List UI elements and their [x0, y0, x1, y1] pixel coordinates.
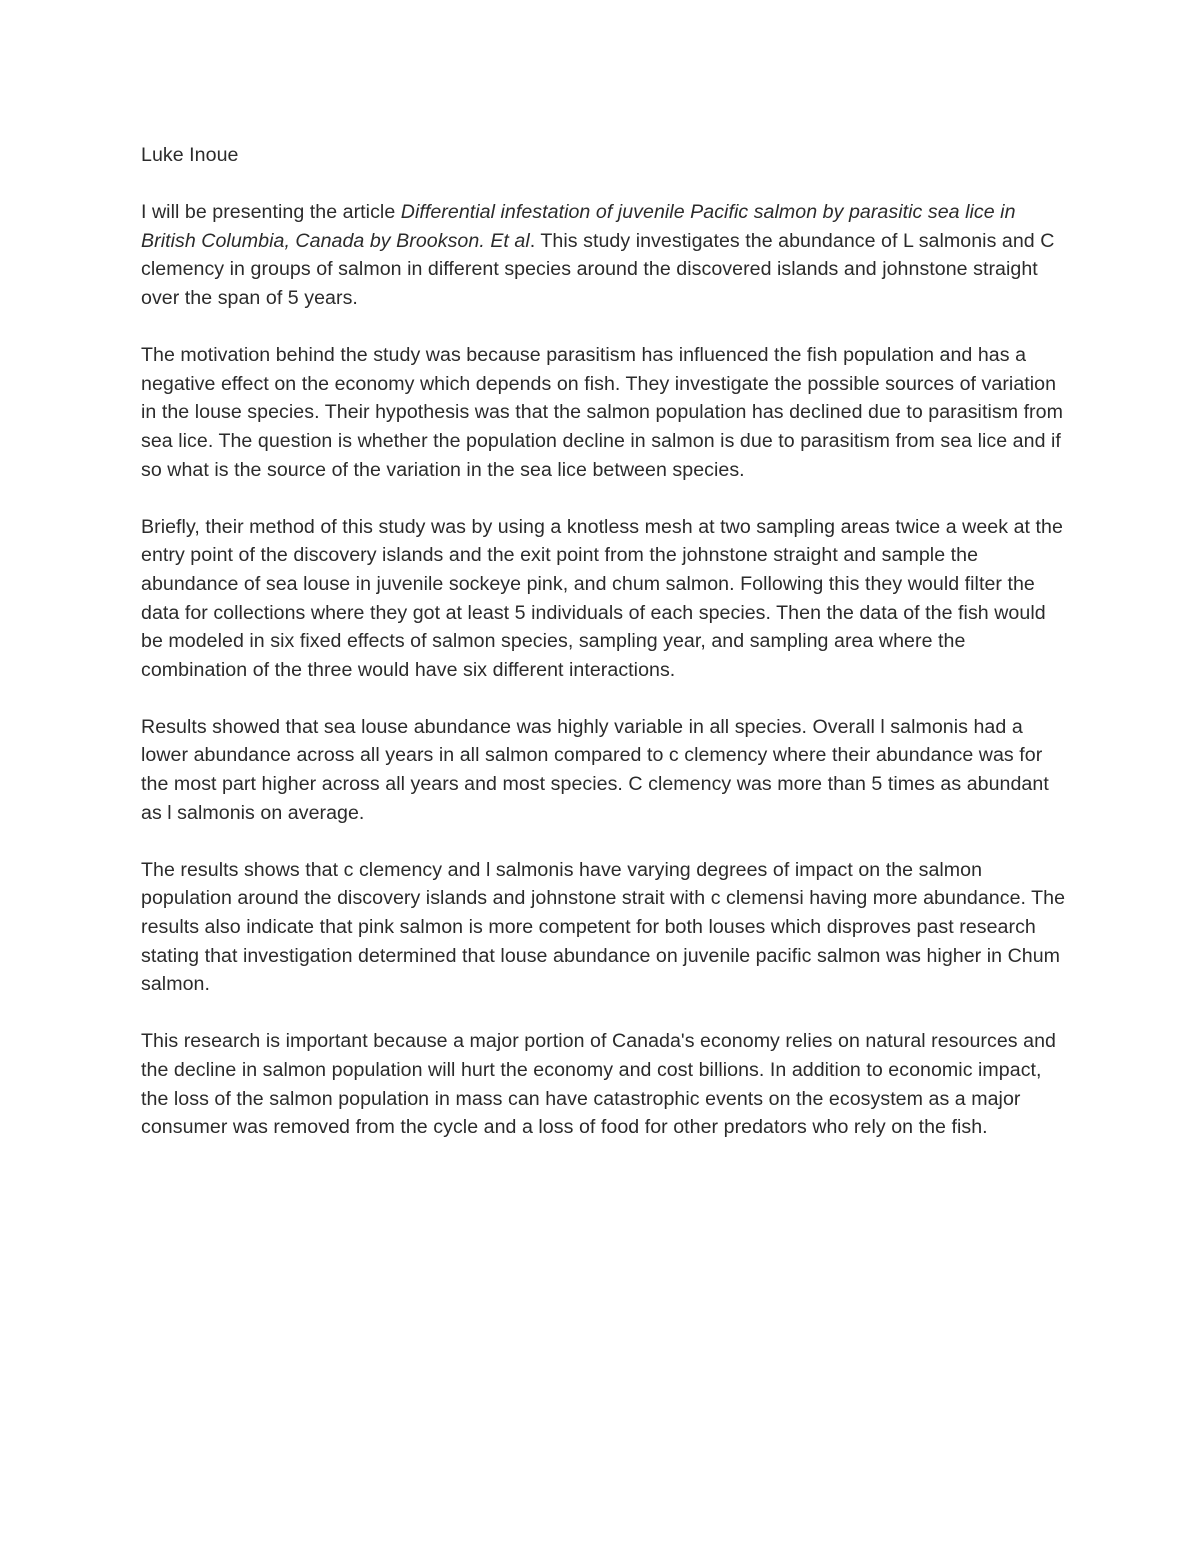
intro-lead: I will be presenting the article	[141, 201, 401, 224]
intro-rest: . This study investigates the abundance of L salmonis and C clemency in groups of salmon in different species around the discovered islands and johnstone straight over the span of 5 years.	[141, 229, 1055, 309]
results-paragraph: Results showed that sea louse abundance was highly variable in all species. Overall l salmonis had a lower abundance across all years in all salmon compared to c clemency where their abundance was for the most part higher across all years and most species. C clemency was more than 5 times as abundant as l salmonis on average.	[141, 715, 1049, 824]
motivation-paragraph: The motivation behind the study was because parasitism has influenced the fish population and has a negative effect on the economy which depends on fish. They investigate the possible sources of variation in the louse species. Their hypothesis was that the salmon population has declined due to parasitism from sea lice. The question is whether the population decline in salmon is due to parasitism from sea lice and if so what is the source of the variation in the sea lice between species.	[141, 344, 1063, 481]
intro-paragraph	[141, 198, 1066, 312]
document-body	[141, 141, 1066, 1170]
author-name: Luke Inoue	[141, 144, 239, 166]
importance-paragraph: This research is important because a major portion of Canada's economy relies on natural resources and the decline in salmon population will hurt the economy and cost billions. In addition to economic impact, the loss of the salmon population in mass can have catastrophic events on the ecosystem as a major consumer was removed from the cycle and a loss of food for other predators who rely on the fish.	[141, 1030, 1056, 1139]
method-paragraph: Briefly, their method of this study was by using a knotless mesh at two sampling areas twice a week at the entry point of the discovery islands and the exit point from the johnstone straight and sample the abundance of sea louse in juvenile sockeye pink, and chum salmon. Following this they would filter the data for collections where they got at least 5 individuals of each species. Then the data of the fish would be modeled in six fixed effects of salmon species, sampling year, and sampling area where the combination of the three would have six different interactions.	[141, 515, 1063, 681]
discussion-paragraph: The results shows that c clemency and l salmonis have varying degrees of impact on the salmon population around the discovery islands and johnstone strait with c clemensi having more abundance. The results also indicate that pink salmon is more competent for both louses which disproves past research stating that investigation determined that louse abundance on juvenile pacific salmon was higher in Chum salmon.	[141, 858, 1066, 996]
article-title: Differential infestation of juvenile Pacific salmon by parasitic sea lice in British Columbia, Canada by Brookson. Et al	[141, 201, 1016, 252]
